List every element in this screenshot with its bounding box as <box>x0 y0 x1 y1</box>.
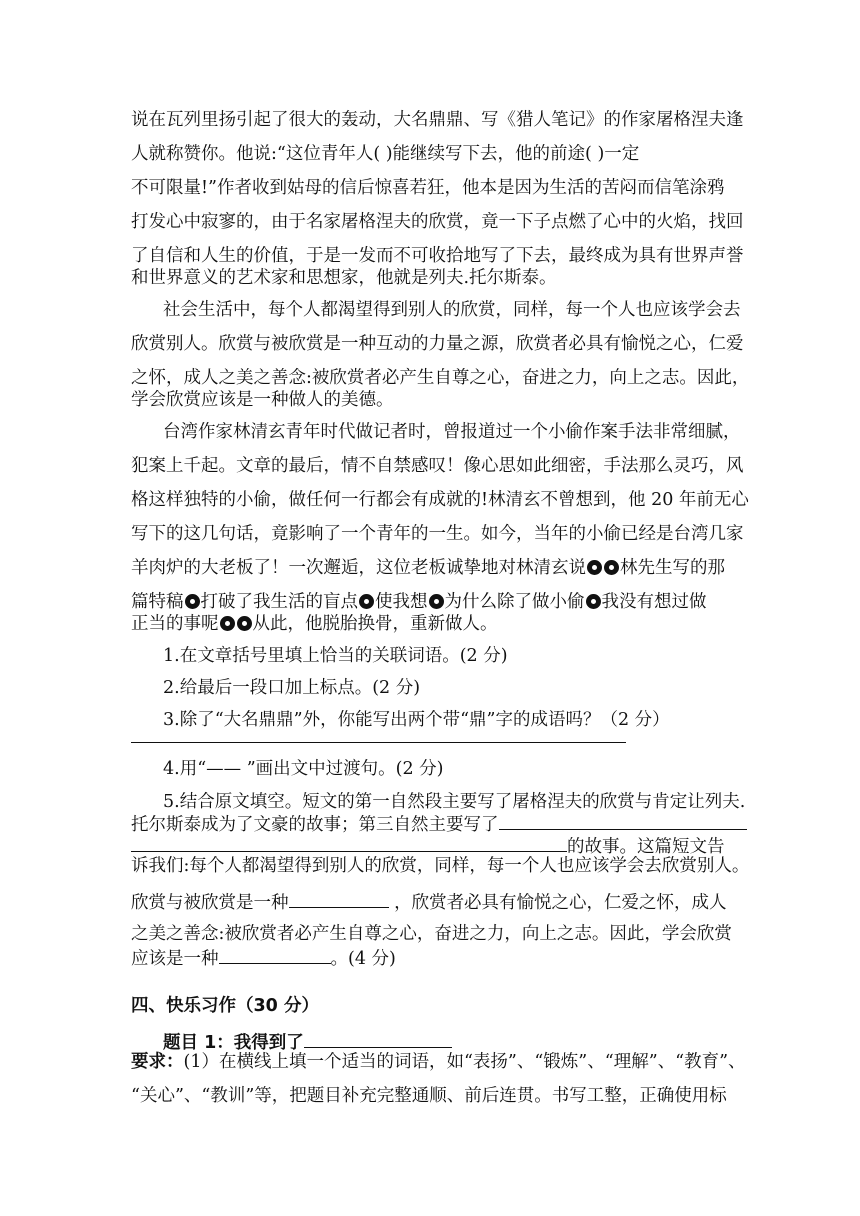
p3-line-2: 犯案上千起。文章的最后，情不自禁感叹！像心思如此细密，手法那么灵巧，风 <box>131 456 744 476</box>
blank-dot-marker <box>185 594 200 609</box>
p3-line-7-text-a: 正当的事呢 <box>131 614 219 634</box>
q5-line-7-text-b: 。(4 分) <box>330 949 396 969</box>
blank-dot-marker <box>237 616 252 631</box>
question-2: 2.给最后一段口加上标点。(2 分) <box>163 678 421 698</box>
topic-1-blank[interactable] <box>304 1029 452 1048</box>
answer-blank-q5-a-cont[interactable] <box>131 833 567 852</box>
p3-line-7 <box>131 613 498 635</box>
p1-line-6: 和世界意义的艺术家和思想家，他就是列夫.托尔斯泰。 <box>131 268 557 288</box>
p1-line-5: 了自信和人生的价值，于是一发而不可收拾地写了下去，最终成为具有世界声誉 <box>131 246 744 266</box>
p3-line-5-text-b: 林先生写的那 <box>620 558 725 578</box>
p2-line-2: 欣赏别人。欣赏与被欣赏是一种互动的力量之源，欣赏者必具有愉悦之心，仁爱 <box>131 334 744 354</box>
p3-line-6-text-c: 使我想 <box>375 592 428 612</box>
p3-line-6-text-b: 打破了我生活的盲点 <box>200 592 358 612</box>
p3-line-6-text-a: 篇特稿 <box>131 592 184 612</box>
requirements-label: 要求： <box>131 1052 184 1072</box>
p3-line-6-text-e: 我没有想过做 <box>601 592 707 612</box>
answer-blank-q5-b[interactable] <box>289 889 389 908</box>
q5-line-2-text: 托尔斯泰成为了文豪的故事；第三自然主要写了 <box>131 815 499 835</box>
p3-line-6-text-d: 为什么除了做小偷 <box>444 592 585 612</box>
p3-line-6 <box>131 591 707 613</box>
blank-dot-marker <box>604 560 619 575</box>
q5-line-3-text: 的故事。这篇短文告 <box>567 837 725 857</box>
question-5-line-4: 诉我们:每个人都渴望得到别人的欣赏，同样，每一个人也应该学会去欣赏别人。 <box>131 856 750 876</box>
question-1: 1.在文章括号里填上恰当的关联词语。(2 分) <box>163 646 508 666</box>
question-5-line-1: 5.结合原文填空。短文的第一自然段主要写了屠格涅夫的欣赏与肯定让列夫. <box>163 792 746 812</box>
p3-line-1: 台湾作家林清玄青年时代做记者时，曾报道过一个小偷作案手法非常细腻， <box>163 422 741 442</box>
requirements-text-1: (1）在横线上填一个适当的词语，如“表扬”、“锻炼”、“理解”、“教育”、 <box>183 1052 746 1072</box>
requirements-line-1 <box>131 1051 746 1073</box>
answer-blank-q5-a[interactable] <box>499 811 747 830</box>
blank-dot-marker <box>220 616 235 631</box>
question-3: 3.除了“大名鼎鼎”外，你能写出两个带“鼎”字的成语吗？（2 分） <box>163 710 670 730</box>
q5-line-7-text-a: 应该是一种 <box>131 949 219 969</box>
question-5-line-6: 之美之善念:被欣赏者必产生自尊之心，奋进之力，向上之志。因此，学会欣赏 <box>131 924 732 944</box>
p1-line-4: 打发心中寂寥的，由于名家屠格涅夫的欣赏，竟一下子点燃了心中的火焰，找回 <box>131 212 744 232</box>
topic-1-text: 题目 1：我得到了 <box>163 1033 304 1053</box>
blank-dot-marker <box>587 560 602 575</box>
q5-line-5-text-a: 欣赏与被欣赏是一种 <box>131 893 289 913</box>
p1-line-2: 人就称赞你。他说:“这位青年人( )能继续写下去，他的前途( )一定 <box>131 144 640 164</box>
answer-line-q3[interactable] <box>131 742 626 743</box>
question-5-line-5 <box>131 889 727 914</box>
p3-line-3: 格这样独特的小偷，做任何一行都会有成就的!林清玄不曾想到，他 20 年前无心 <box>131 490 749 510</box>
blank-dot-marker <box>586 594 601 609</box>
p2-line-4: 学会欣赏应该是一种做人的美德。 <box>131 390 394 410</box>
section-4-heading: 四、快乐习作（30 分） <box>131 996 319 1016</box>
p1-line-1: 说在瓦列里扬引起了很大的轰动，大名鼎鼎、写《猎人笔记》的作家屠格涅夫逢 <box>131 110 744 130</box>
blank-dot-marker <box>359 594 374 609</box>
answer-blank-q5-c[interactable] <box>219 945 331 964</box>
p3-line-5-text-a: 羊肉炉的大老板了！一次邂逅，这位老板诚挚地对林清玄说 <box>131 558 586 578</box>
p1-line-3: 不可限量!”作者收到姑母的信后惊喜若狂，他本是因为生活的苦闷而信笔涂鸦 <box>131 178 725 198</box>
p2-line-3: 之怀，成人之美之善念:被欣赏者必产生自尊之心，奋进之力，向上之志。因此， <box>131 368 750 388</box>
requirements-line-2: “关心”、“教训”等，把题目补充完整通顺、前后连贯。书写工整，正确使用标 <box>131 1086 727 1106</box>
question-4: 4.用“—— ”画出文中过渡句。(2 分) <box>163 759 444 779</box>
p3-line-4: 写下的这几句话，竟影响了一个青年的一生。如今，当年的小偷已经是台湾几家 <box>131 524 744 544</box>
p3-line-7-text-b: 从此，他脱胎换骨，重新做人。 <box>252 614 498 634</box>
blank-dot-marker <box>429 594 444 609</box>
p3-line-5 <box>131 557 725 579</box>
question-5-line-7 <box>131 945 396 970</box>
q5-line-5-text-b: ，欣赏者必具有愉悦之心，仁爱之怀，成人 <box>388 893 727 913</box>
p2-line-1: 社会生活中，每个人都渴望得到别人的欣赏，同样，每一个人也应该学会去 <box>163 300 741 320</box>
